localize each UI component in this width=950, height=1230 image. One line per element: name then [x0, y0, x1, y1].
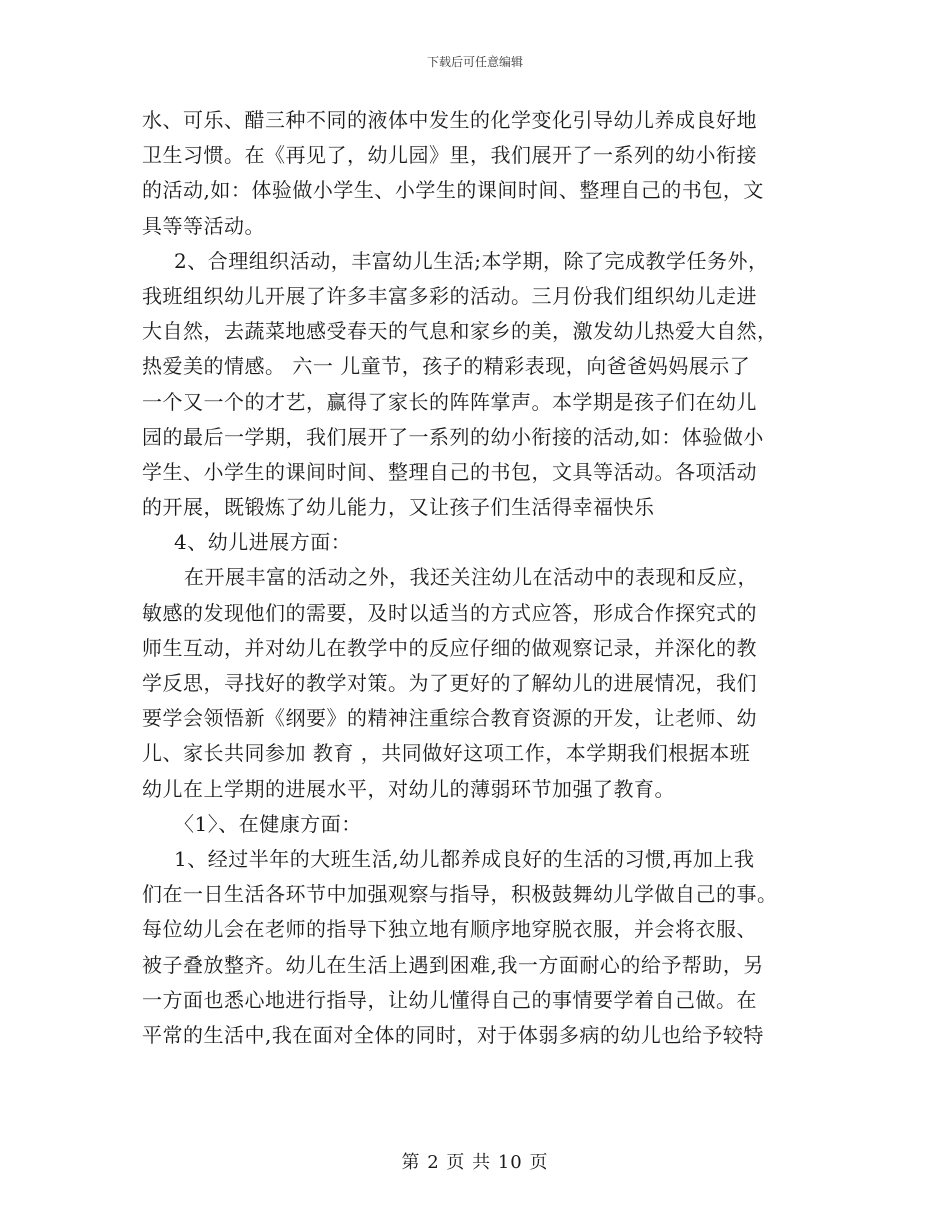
page-footer: 第 2 页 共 10 页 — [401, 1152, 549, 1173]
text-line: 师生互动，并对幼儿在教学中的反应仔细的做观察记录，并深化的教 — [142, 635, 757, 660]
document-body — [142, 103, 822, 1053]
text-line: 1、经过半年的大班生活,幼儿都养成良好的生活的习惯,再加上我 — [174, 846, 755, 871]
text-line: 们在一日生活各环节中加强观察与指导，积极鼓舞幼儿学做自己的事。 — [142, 882, 778, 907]
text-line: 学反思，寻找好的教学对策。为了更好的了解幼儿的进展情况，我们 — [142, 671, 757, 695]
text-line: 热爱美的情感。 六一 儿童节，孩子的精彩表现，向爸爸妈妈展示了 — [142, 354, 751, 379]
page-header: 下载后可任意编辑 — [426, 55, 523, 69]
text-line: 具等等活动。 — [142, 213, 265, 238]
text-line: 我班组织幼儿开展了许多丰富多彩的活动。三月份我们组织幼儿走进 — [142, 283, 757, 308]
text-line: 在开展丰富的活动之外，我还关注幼儿在活动中的表现和反应， — [184, 565, 758, 590]
text-line: 被子叠放整齐。幼儿在生活上遇到困难,我一方面耐心的给予帮助，另 — [142, 952, 764, 977]
text-line: 大自然，去蔬菜地感受春天的气息和家乡的美，激发幼儿热爱大自然， — [142, 319, 778, 344]
text-line: 的开展，既锻炼了幼儿能力，又让孩子们生活得幸福快乐 — [142, 495, 655, 520]
text-line: 敏感的发现他们的需要，及时以适当的方式应答，形成合作探究式的 — [142, 600, 757, 625]
section-heading: 4、幼儿进展方面： — [174, 530, 352, 555]
text-line: 平常的生活中,我在面对全体的同时，对于体弱多病的幼儿也给予较特 — [142, 1022, 764, 1047]
text-line: 2、合理组织活动，丰富幼儿生活;本学期，除了完成教学任务外， — [174, 248, 769, 273]
text-line: 幼儿在上学期的进展水平，对幼儿的薄弱环节加强了教育。 — [142, 776, 675, 801]
text-line: 要学会领悟新《纲要》的精神注重综合教育资源的开发，让老师、幼 — [142, 706, 757, 731]
text-line: 水、可乐、醋三种不同的液体中发生的化学变化引导幼儿养成良好地 — [142, 108, 757, 132]
text-line: 的活动,如：体验做小学生、小学生的课间时间、整理自己的书包，文 — [142, 178, 764, 203]
section-heading: 〈1〉、在健康方面： — [174, 811, 362, 836]
text-line: 卫生习惯。在《再见了，幼儿园》里，我们展开了一系列的幼小衔接 — [142, 143, 757, 168]
text-line: 园的最后一学期，我们展开了一系列的幼小衔接的活动,如：体验做小 — [142, 424, 764, 449]
text-line: 儿、家长共同参加 教育 ，共同做好这项工作，本学期我们根据本班 — [142, 741, 751, 766]
text-line: 一方面也悉心地进行指导，让幼儿懂得自己的事情要学着自己做。在 — [142, 987, 757, 1012]
text-line: 每位幼儿会在老师的指导下独立地有顺序地穿脱衣服，并会将衣服、 — [142, 917, 757, 942]
text-line: 学生、小学生的课间时间、整理自己的书包，文具等活动。各项活动 — [142, 459, 757, 484]
text-line: 一个又一个的才艺，赢得了家长的阵阵掌声。本学期是孩子们在幼儿 — [142, 389, 757, 414]
